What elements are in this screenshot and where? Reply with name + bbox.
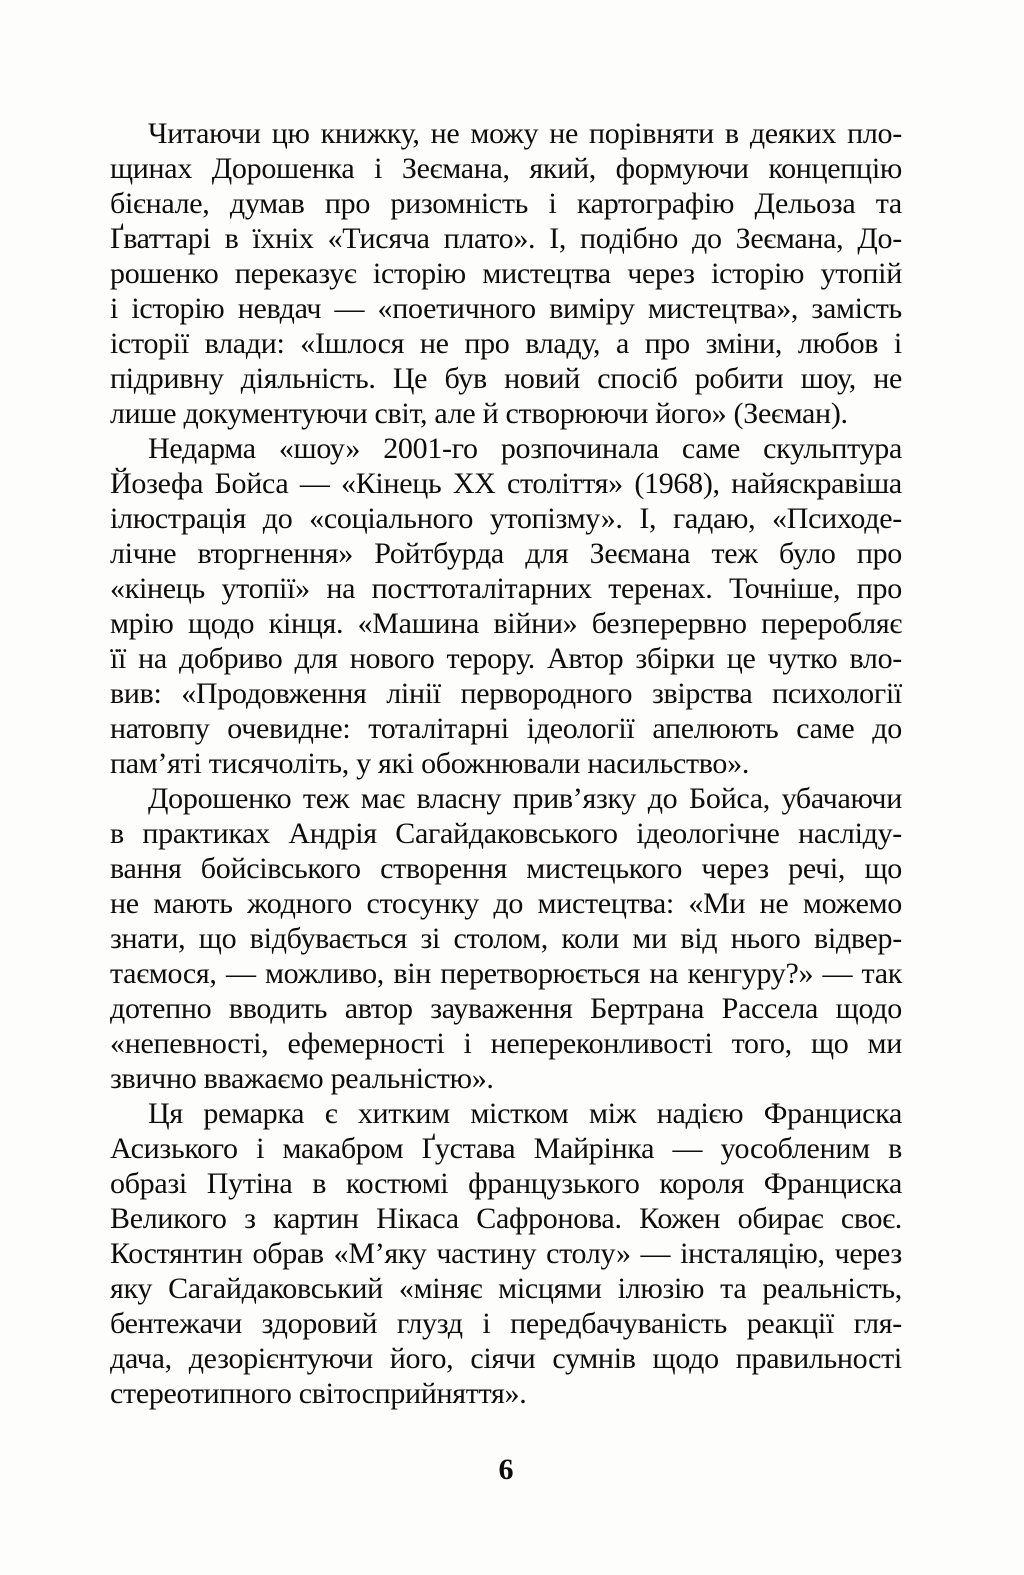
text-line: вання бойсівського створення мистецького через речі, що	[110, 852, 902, 885]
text-line: мрію щодо кінця. «Машина війни» безперервно переробляє	[110, 607, 902, 640]
text-line: в практиках Андрія Сагайдаковського ідеологічне насліду-	[110, 817, 902, 850]
text-line: знати, що відбувається зі столом, коли ми від нього відвер-	[110, 922, 902, 955]
text-line: «непевності, ефемерності і непереконливості того, що ми	[110, 1027, 902, 1060]
text-line: її на добриво для нового терору. Автор збірки це чутко вло-	[110, 642, 902, 675]
text-line: натовпу очевидне: тоталітарні ідеології апелюють саме до	[110, 712, 902, 745]
text-line: Великого з картин Нікаса Сафронова. Кожен обирає своє.	[110, 1202, 902, 1235]
text-line: рошенко переказує історію мистецтва через історію утопій	[110, 257, 902, 290]
text-line: і історію невдач — «поетичного виміру мистецтва», замість	[110, 292, 902, 325]
text-line: лічне вторгнення» Ройтбурда для Зеємана теж було про	[110, 537, 902, 570]
text-line: щинах Дорошенка і Зеємана, який, формуючи концепцію	[110, 152, 902, 185]
text-line: яку Сагайдаковський «міняє місцями ілюзію та реальність,	[110, 1272, 902, 1305]
text-line: Йозефа Бойса — «Кінець ХХ століття» (1968), найяскравіша	[110, 467, 902, 500]
text-line: образі Путіна в костюмі французького короля Франциска	[110, 1167, 902, 1200]
text-line: таємося, — можливо, він перетворюється на кенгуру?» — так	[110, 957, 902, 990]
text-line: Дорошенко теж має власну прив’язку до Бойса, убачаючи	[148, 782, 902, 815]
text-line: вив: «Продовження лінії первородного звірства психології	[110, 677, 902, 710]
text-line: звично вважаємо реальністю».	[110, 1062, 494, 1095]
text-line: «кінець утопії» на посттоталітарних теренах. Точніше, про	[110, 572, 902, 605]
text-line: стереотипного світосприйняття».	[110, 1377, 527, 1410]
text-line: дача, дезорієнтуючи його, сіячи сумнів щодо правильності	[110, 1342, 902, 1375]
text-line: Ґваттарі в їхніх «Тисяча плато». І, подібно до Зеємана, До-	[110, 222, 902, 255]
text-line: бієнале, думав про ризомність і картографію Дельоза та	[110, 187, 902, 220]
text-line: Костянтин обрав «М’яку частину столу» — інсталяцію, через	[110, 1237, 902, 1270]
page-text	[110, 116, 902, 1411]
text-line: Асизького і макабром Ґустава Майрінка — уособленим в	[110, 1132, 902, 1165]
text-line: ілюстрація до «соціального утопізму». І, гадаю, «Психоде-	[110, 502, 902, 535]
text-line: історії влади: «Ішлося не про владу, а про зміни, любов і	[110, 327, 902, 360]
text-line: лише документуючи світ, але й створюючи його» (Зеєман).	[110, 397, 848, 430]
text-line: Ця ремарка є хитким містком між надією Франциска	[148, 1097, 902, 1130]
text-line: Читаючи цю книжку, не можу не порівняти в деяких пло-	[148, 117, 902, 150]
text-line: пам’яті тисячоліть, у які обожнювали насильство».	[110, 747, 750, 780]
text-line: дотепно вводить автор зауваження Бертрана Рассела щодо	[110, 992, 902, 1025]
text-line: не мають жодного стосунку до мистецтва: «Ми не можемо	[110, 887, 902, 920]
text-line: бентежачи здоровий глузд і передбачуваність реакції гля-	[110, 1307, 902, 1340]
text-line: Недарма «шоу» 2001-го розпочинала саме скульптура	[148, 432, 902, 465]
page-number: 6	[498, 1453, 514, 1486]
text-line: підривну діяльність. Це був новий спосіб робити шоу, не	[110, 362, 902, 395]
